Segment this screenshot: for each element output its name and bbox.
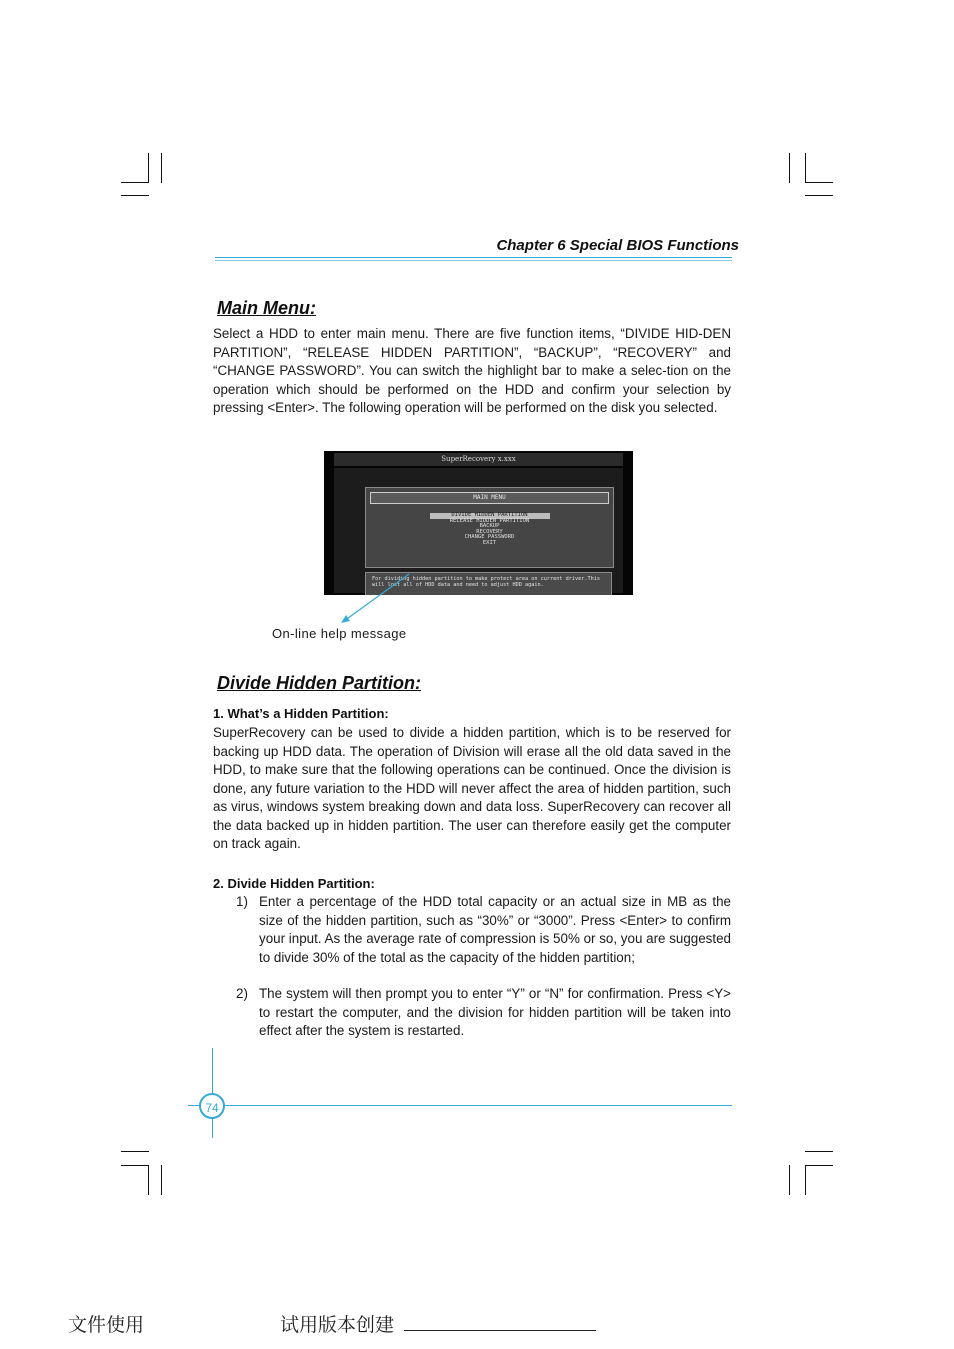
bios-help-text: For dividing hidden partition to make protect area on current driver.This will lost all of HDD data and need to adjust HDD again.: [372, 576, 600, 588]
footer-rule: [188, 1105, 732, 1106]
bios-options: [366, 513, 613, 547]
list-item-number: 1): [236, 894, 248, 909]
bios-menu-title: MAIN MENU: [370, 492, 609, 504]
crop-mark: [805, 153, 806, 183]
crop-mark: [148, 153, 149, 183]
footer-underline: [404, 1330, 596, 1331]
header-rule: [215, 257, 732, 258]
section-heading-divide: Divide Hidden Partition:: [217, 673, 422, 693]
crop-mark: [121, 182, 149, 183]
footer-right-text: 试用版本创建: [280, 1314, 395, 1336]
section-heading-main-menu: Main Menu:: [217, 298, 316, 318]
list-item-number: 2): [236, 986, 248, 1001]
crop-mark: [148, 1165, 149, 1195]
crop-mark: [121, 1151, 149, 1152]
crop-mark: [161, 1165, 162, 1195]
footer-left-text: 文件使用: [68, 1314, 145, 1336]
crop-mark: [161, 153, 162, 183]
subheading-divide: 2. Divide Hidden Partition:: [213, 876, 375, 891]
crop-mark: [789, 1165, 790, 1195]
bios-option-recovery[interactable]: RECOVERY: [476, 528, 503, 535]
crop-mark: [805, 1165, 833, 1166]
crop-mark: [805, 1165, 806, 1195]
crop-mark: [121, 1165, 149, 1166]
bios-option-change-password[interactable]: CHANGE PASSWORD: [464, 534, 515, 541]
page-number: 74: [199, 1093, 225, 1119]
subheading-what-is: 1. What’s a Hidden Partition:: [213, 706, 389, 721]
callout-arrow-icon: [335, 570, 415, 626]
bios-option-exit[interactable]: EXIT: [482, 539, 497, 546]
crop-mark: [805, 182, 833, 183]
crop-mark: [121, 195, 149, 196]
bios-title-bar: SuperRecovery x.xxx: [334, 453, 623, 466]
list-item-text: The system will then prompt you to enter “Y” or “N” for confirmation. Press <Y> to restart the computer, and the division for hidden partition will be taken into effect after the system is restarted.: [259, 986, 731, 1038]
bios-option-release[interactable]: RELEASE HIDDEN PARTITION: [449, 517, 530, 524]
what-is-paragraph: SuperRecovery can be used to divide a hidden partition, which is to be reserved for backing up HDD data. The operation of Division will erase all the old data saved in the HDD, to make sure that the following operations can be continued. Once the division is done, any future variation to the HDD will never affect the area of hidden partition, such as virus, windows system breaking down and data loss. SuperRecovery can recover all the data backed up in hidden partition. The user can therefore easily get the computer on track again.: [213, 725, 731, 851]
chapter-header: Chapter 6 Special BIOS Functions: [496, 237, 739, 254]
crop-mark: [805, 1151, 833, 1152]
figure-caption: On-line help message: [272, 626, 407, 641]
bios-option-divide[interactable]: DIVIDE HIDDEN PARTITION: [430, 513, 550, 519]
header-rule-secondary: [215, 260, 732, 261]
crop-mark: [805, 195, 833, 196]
main-menu-paragraph: Select a HDD to enter main menu. There are five function items, “DIVIDE HID-DEN PARTITION”, “RELEASE HIDDEN PARTITION”, “BACKUP”, “RECOVERY” and “CHANGE PASSWORD”. You can switch the highlight bar to make a selec-tion on the operation which should be performed on the HDD and confirm your selection by pressing <Enter>. The following operation will be performed on the disk you selected.: [213, 326, 731, 415]
list-item-text: Enter a percentage of the HDD total capacity or an actual size in MB as the size of the hidden partition, such as “30%” or “3000”. Press <Enter> to confirm your input. As the average rate of compression is 50% or so, you are suggested to divide 30% of the total as the capacity of the hidden partition;: [259, 894, 731, 965]
bios-option-backup[interactable]: BACKUP: [479, 523, 500, 530]
bios-menu-box: [365, 487, 614, 568]
crop-mark: [789, 153, 790, 183]
